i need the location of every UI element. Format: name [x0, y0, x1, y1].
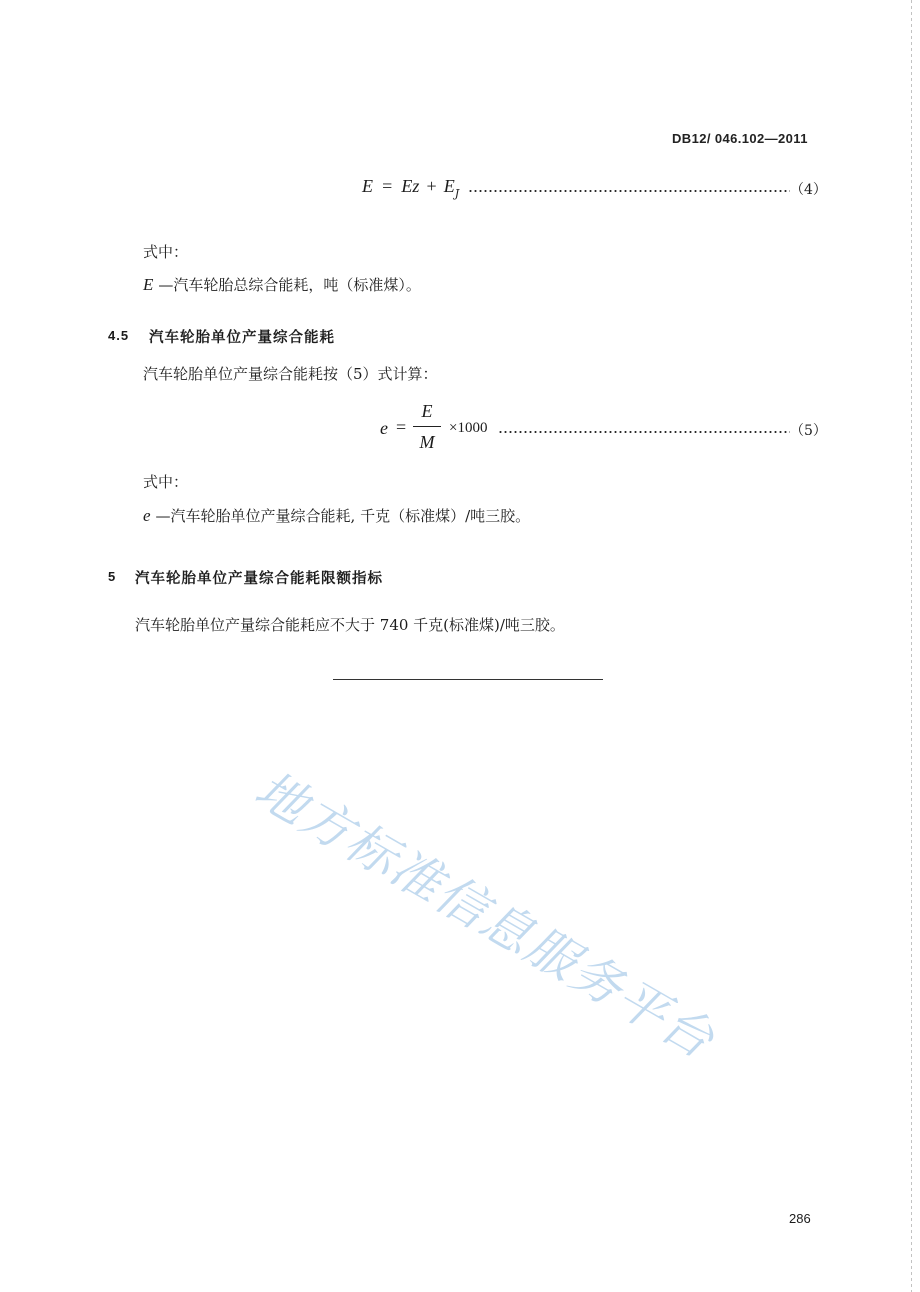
formula-5-dot-leader	[498, 430, 790, 434]
where-definition-2	[143, 505, 530, 526]
section-5-body: 汽车轮胎单位产量综合能耗应不大于 740 千克(标准煤)/吨三胶。	[135, 616, 565, 634]
where-label-2: 式中：	[143, 473, 189, 491]
where-text-2: —汽车轮胎单位产量综合能耗, 千克（标准煤）/吨三胶。	[155, 507, 531, 525]
formula-4-term2: E	[443, 176, 455, 196]
formula-5-lhs: e	[380, 418, 388, 438]
section-4-5-intro: 汽车轮胎单位产量综合能耗按（5）式计算：	[143, 365, 438, 383]
watermark: 地方标准信息服务平台	[245, 759, 725, 1071]
where-symbol-2: e	[143, 506, 151, 525]
section-5-number: 5	[108, 569, 117, 584]
formula-4-plus: +	[426, 176, 437, 196]
formula-5-equals: =	[396, 417, 407, 437]
formula-5-fraction-bar	[413, 426, 441, 427]
formula-4	[362, 176, 460, 200]
where-label-1: 式中：	[143, 243, 189, 261]
formula-4-number: （4）	[790, 182, 827, 198]
where-symbol-1: E	[143, 275, 154, 294]
document-number: DB12/ 046.102—2011	[672, 131, 808, 146]
formula-5-number: （5）	[790, 423, 827, 439]
section-5-title: 汽车轮胎单位产量综合能耗限额指标	[135, 571, 383, 587]
formula-4-dot-leader	[468, 189, 790, 193]
formula-5-denominator: M	[419, 432, 435, 452]
formula-5-multiplier: ×1000	[449, 420, 488, 436]
scan-edge-line	[911, 0, 912, 1292]
formula-4-term2-subscript: J	[454, 187, 460, 200]
formula-4-equals: =	[382, 176, 393, 196]
formula-5-numerator: E	[421, 401, 433, 421]
formula-4-lhs: E	[362, 176, 373, 196]
section-4-5-title: 汽车轮胎单位产量综合能耗	[149, 330, 335, 346]
where-text-1: —汽车轮胎总综合能耗，吨（标准煤）。	[158, 276, 421, 294]
page-number: 286	[789, 1211, 811, 1226]
section-4-5-number: 4.5	[108, 328, 130, 343]
where-definition-1	[143, 274, 421, 295]
formula-5-fraction	[413, 400, 441, 453]
end-rule	[333, 679, 603, 680]
formula-4-term1: Ez	[401, 176, 420, 196]
